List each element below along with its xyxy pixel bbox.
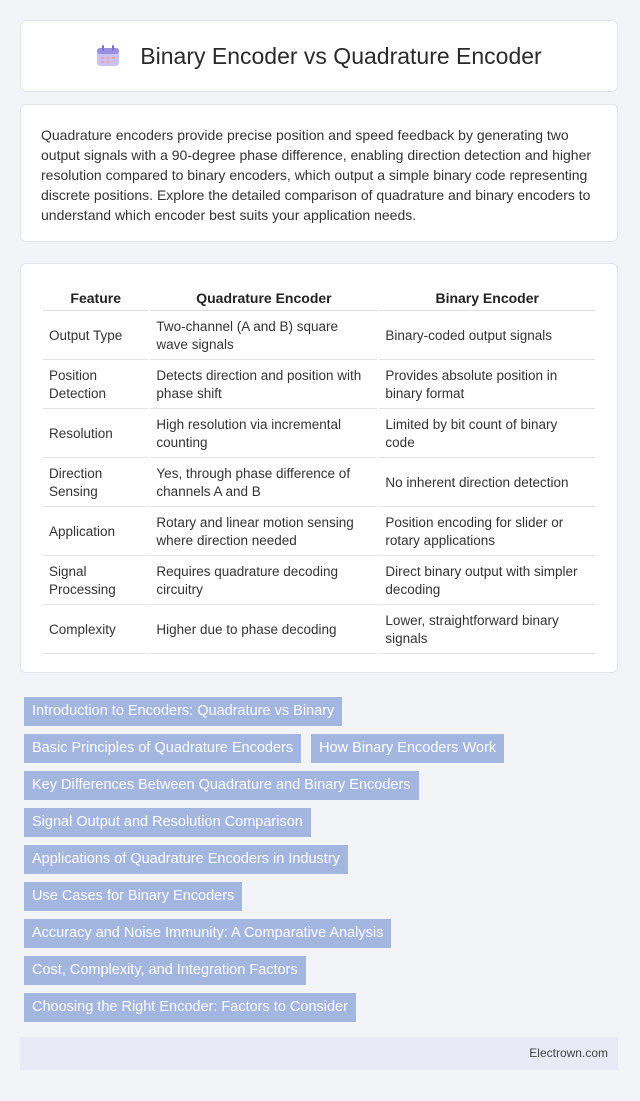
table-cell: Output Type	[43, 313, 148, 360]
calendar-icon	[96, 45, 120, 67]
table-cell: Yes, through phase difference of channels A and B	[150, 460, 377, 507]
link-tag[interactable]: Use Cases for Binary Encoders	[24, 882, 242, 911]
comparison-table	[41, 284, 597, 656]
table-cell: Position Detection	[43, 362, 148, 409]
header-feature: Feature	[43, 286, 148, 311]
table-cell: Application	[43, 509, 148, 556]
table-row	[43, 607, 595, 654]
table-cell: Requires quadrature decoding circuitry	[150, 558, 377, 605]
link-tag[interactable]: Accuracy and Noise Immunity: A Comparative Analysis	[24, 919, 391, 948]
table-row	[43, 362, 595, 409]
footer	[20, 1037, 618, 1070]
table-row	[43, 509, 595, 556]
table-cell: Binary-coded output signals	[379, 313, 595, 360]
table-cell: Two-channel (A and B) square wave signals	[150, 313, 377, 360]
header-quadrature: Quadrature Encoder	[150, 286, 377, 311]
link-tag[interactable]: Key Differences Between Quadrature and Binary Encoders	[24, 771, 419, 800]
table-cell: Resolution	[43, 411, 148, 458]
page-title: Binary Encoder vs Quadrature Encoder	[140, 42, 542, 69]
table-cell: Detects direction and position with phase shift	[150, 362, 377, 409]
intro-text: Quadrature encoders provide precise position and speed feedback by generating two output signals with a 90-degree phase difference, enabling direction detection and higher resolution compared to binary encoders, which output a simple binary code representing discrete positions. Explore the detailed comparison of quadrature and binary encoders to understand which encoder best suits your application needs.	[41, 127, 592, 223]
footer-text: Electrown.com	[529, 1046, 608, 1060]
table-row	[43, 313, 595, 360]
table-cell: Signal Processing	[43, 558, 148, 605]
table-cell: Rotary and linear motion sensing where direction needed	[150, 509, 377, 556]
table-row	[43, 558, 595, 605]
link-tag[interactable]: Introduction to Encoders: Quadrature vs Binary	[24, 697, 342, 726]
comparison-table-card	[20, 263, 618, 673]
link-tag[interactable]: Choosing the Right Encoder: Factors to Consider	[24, 993, 356, 1022]
link-tag[interactable]: How Binary Encoders Work	[311, 734, 504, 763]
table-cell: No inherent direction detection	[379, 460, 595, 507]
table-cell: Direction Sensing	[43, 460, 148, 507]
link-tag[interactable]: Basic Principles of Quadrature Encoders	[24, 734, 301, 763]
link-tag[interactable]: Applications of Quadrature Encoders in Industry	[24, 845, 348, 874]
header-binary: Binary Encoder	[379, 286, 595, 311]
table-cell: High resolution via incremental counting	[150, 411, 377, 458]
table-cell: Complexity	[43, 607, 148, 654]
table-cell: Provides absolute position in binary format	[379, 362, 595, 409]
table-cell: Lower, straightforward binary signals	[379, 607, 595, 654]
table-cell: Position encoding for slider or rotary applications	[379, 509, 595, 556]
table-row	[43, 460, 595, 507]
link-tag[interactable]: Cost, Complexity, and Integration Factors	[24, 956, 306, 985]
table-row	[43, 411, 595, 458]
table-cell: Higher due to phase decoding	[150, 607, 377, 654]
related-links	[24, 697, 614, 1030]
table-cell: Direct binary output with simpler decoding	[379, 558, 595, 605]
intro-card	[20, 104, 618, 242]
link-tag[interactable]: Signal Output and Resolution Comparison	[24, 808, 311, 837]
header-card	[20, 20, 618, 92]
table-header-row	[43, 286, 595, 311]
table-cell: Limited by bit count of binary code	[379, 411, 595, 458]
